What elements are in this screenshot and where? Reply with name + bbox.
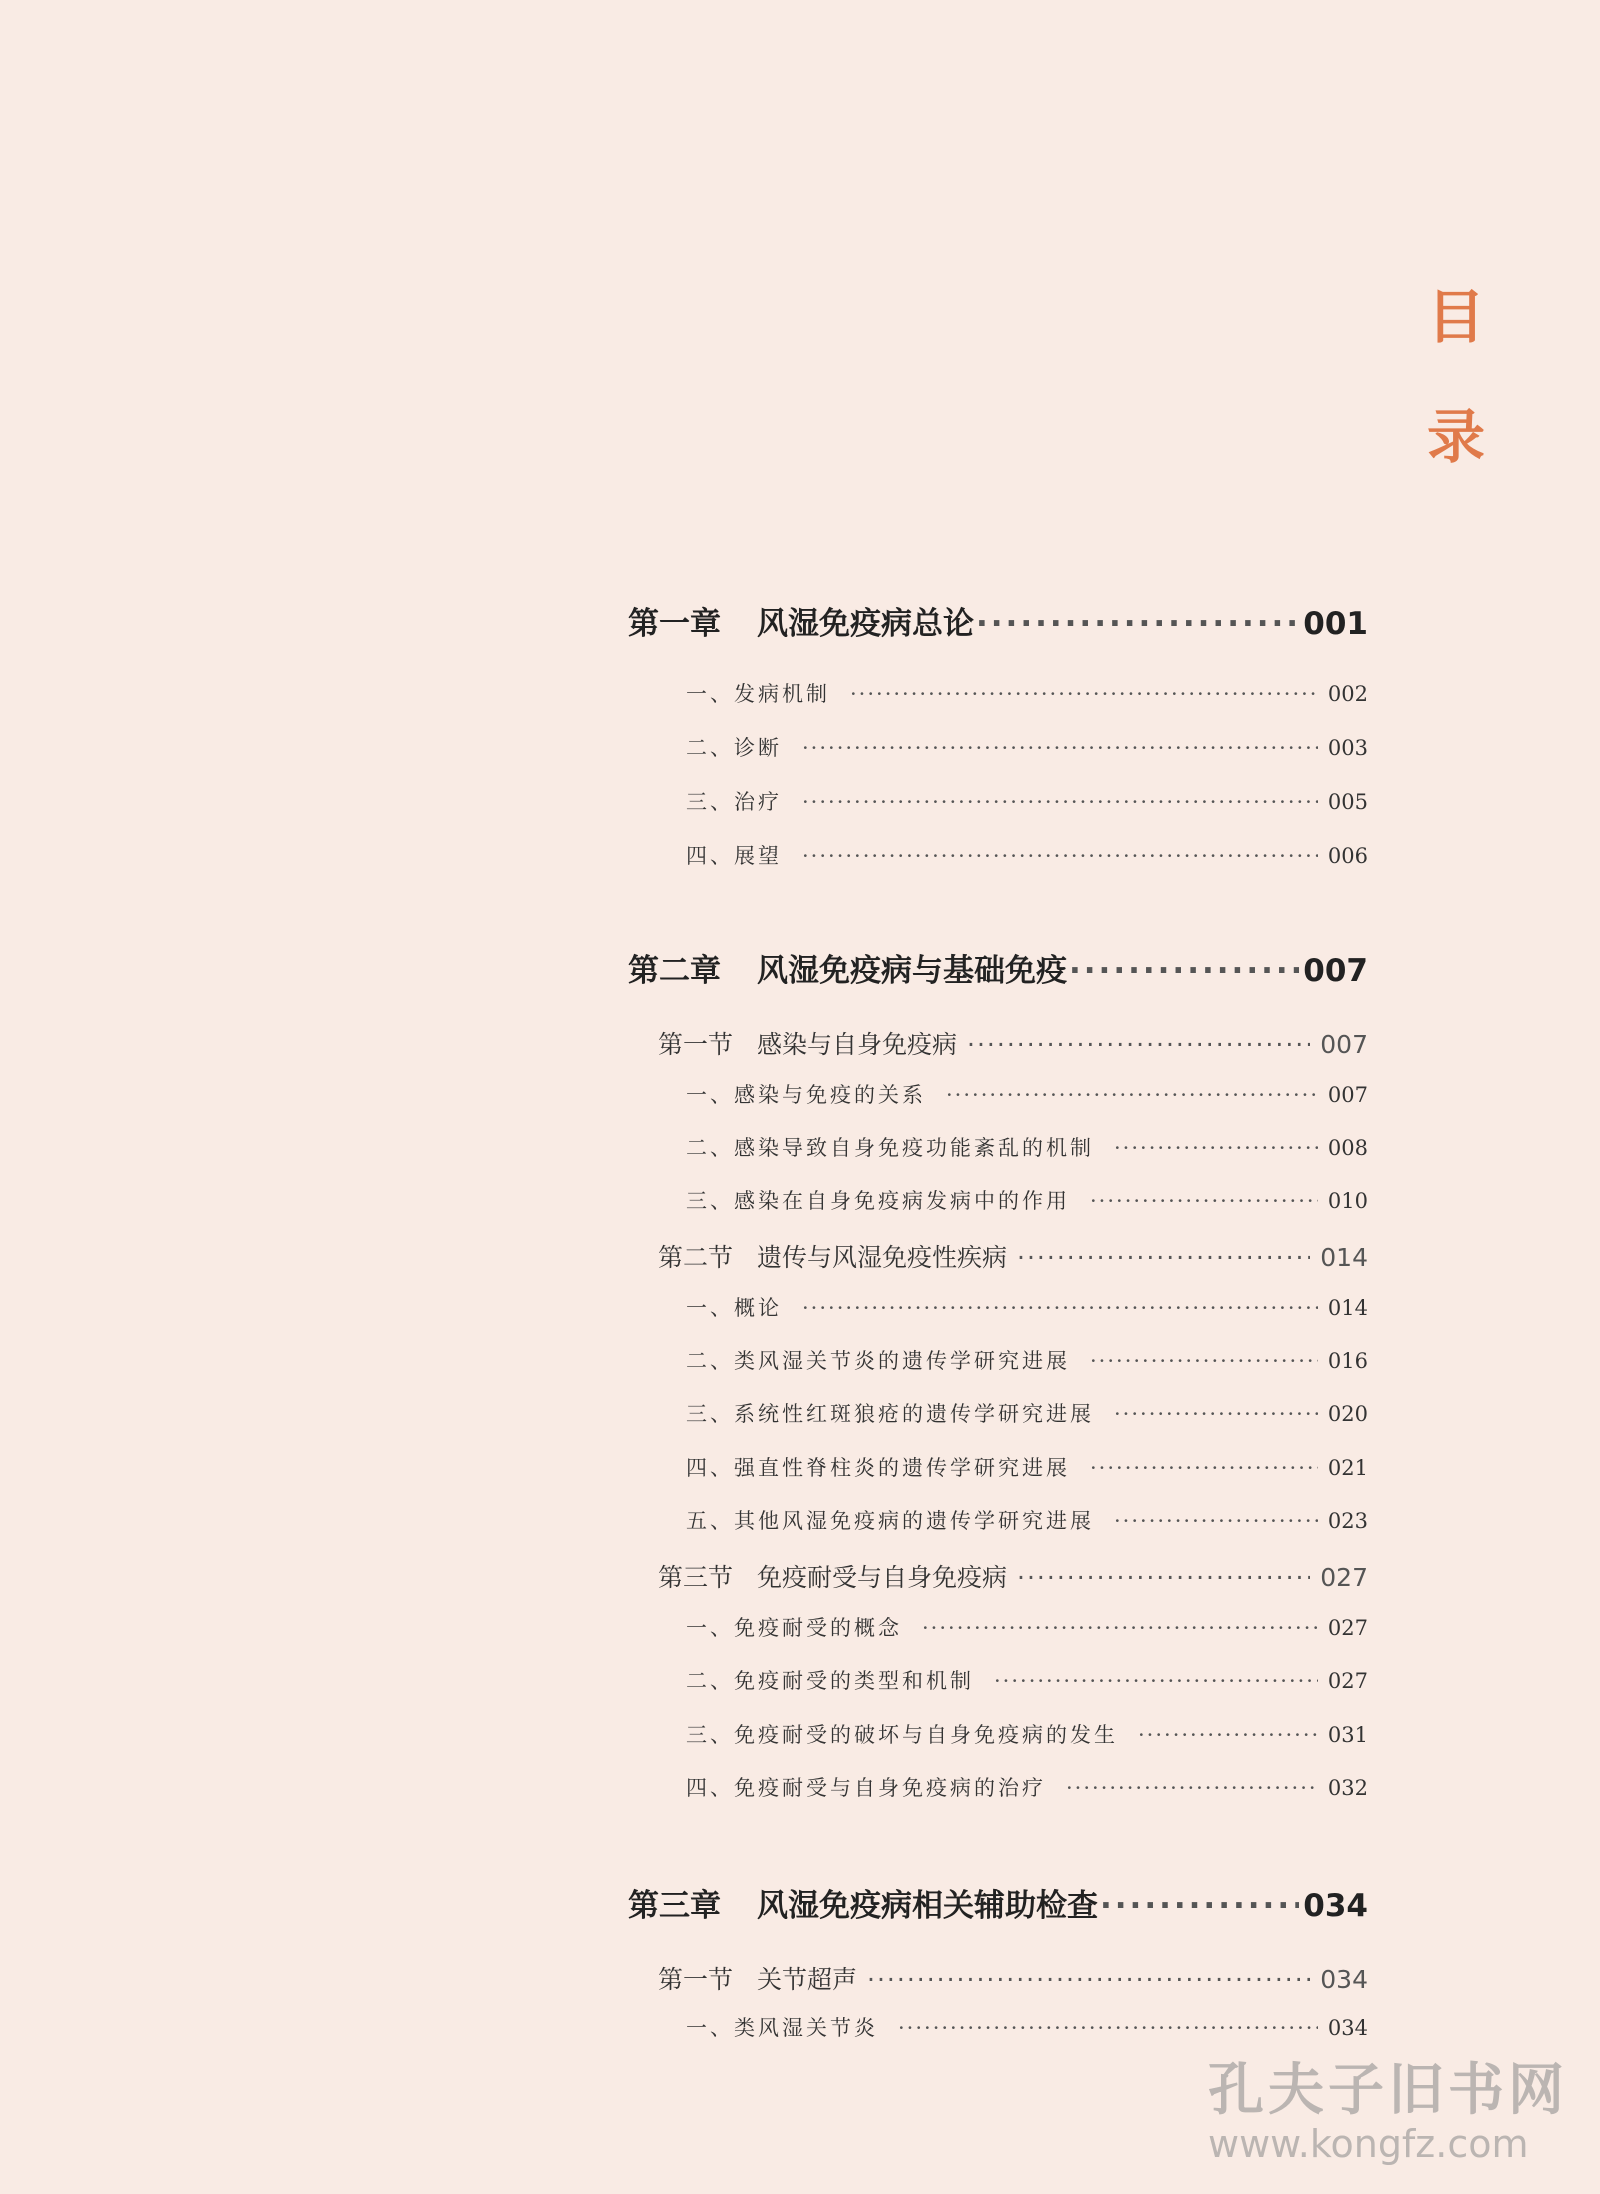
toc-chapter[interactable] bbox=[628, 598, 1368, 643]
page-number: 021 bbox=[1327, 1456, 1368, 1480]
page-number: 034 bbox=[1303, 1888, 1368, 1924]
item-title: 一、感染与免疫的关系 bbox=[686, 1083, 926, 1107]
chapter-number: 第二章 bbox=[628, 953, 721, 989]
page-number: 007 bbox=[1327, 1083, 1368, 1107]
watermark bbox=[1208, 2046, 1568, 2166]
dot-leader bbox=[994, 1669, 1318, 1693]
toc-item[interactable] bbox=[686, 840, 1368, 870]
dot-leader bbox=[1017, 1243, 1310, 1272]
dot-leader bbox=[976, 606, 1299, 642]
dot-leader bbox=[1090, 1349, 1318, 1373]
toc-item[interactable] bbox=[686, 1185, 1368, 1215]
toc-item[interactable] bbox=[686, 2012, 1368, 2042]
section-title: 感染与自身免疫病 bbox=[757, 1030, 958, 1059]
item-title: 四、强直性脊柱炎的遗传学研究进展 bbox=[686, 1456, 1070, 1480]
toc-item[interactable] bbox=[686, 1398, 1368, 1428]
page-number: 010 bbox=[1327, 1189, 1368, 1213]
dot-leader bbox=[1114, 1136, 1318, 1160]
toc-item[interactable] bbox=[686, 732, 1368, 762]
item-title: 三、系统性红斑狼疮的遗传学研究进展 bbox=[686, 1402, 1094, 1426]
page-number: 031 bbox=[1327, 1723, 1368, 1747]
dot-leader bbox=[802, 790, 1318, 814]
dot-leader bbox=[802, 736, 1318, 760]
item-title: 三、感染在自身免疫病发病中的作用 bbox=[686, 1189, 1070, 1213]
toc-item[interactable] bbox=[686, 1345, 1368, 1375]
item-title: 二、感染导致自身免疫功能紊乱的机制 bbox=[686, 1136, 1094, 1160]
item-title: 三、治疗 bbox=[686, 790, 782, 814]
toc-item[interactable] bbox=[686, 1132, 1368, 1162]
item-title: 一、发病机制 bbox=[686, 682, 830, 706]
chapter-number: 第一章 bbox=[628, 606, 721, 642]
page-number: 005 bbox=[1327, 790, 1368, 814]
page-number: 020 bbox=[1327, 1402, 1368, 1426]
dot-leader bbox=[898, 2016, 1318, 2040]
toc-chapter[interactable] bbox=[628, 1880, 1368, 1925]
dot-leader bbox=[1100, 1888, 1299, 1924]
item-title: 一、免疫耐受的概念 bbox=[686, 1616, 902, 1640]
toc-section[interactable] bbox=[658, 1238, 1368, 1274]
page-number: 014 bbox=[1327, 1296, 1368, 1320]
title-char-mu: 目 bbox=[1426, 283, 1485, 351]
toc-item[interactable] bbox=[686, 1505, 1368, 1535]
chapter-title: 风湿免疫病与基础免疫 bbox=[757, 953, 1067, 989]
dot-leader bbox=[867, 1965, 1310, 1994]
section-number: 第一节 bbox=[658, 1965, 734, 1994]
dot-leader bbox=[1114, 1402, 1318, 1426]
page-number: 014 bbox=[1320, 1243, 1368, 1272]
toc-item[interactable] bbox=[686, 678, 1368, 708]
page-number: 007 bbox=[1320, 1030, 1368, 1059]
title-char-lu: 录 bbox=[1426, 403, 1485, 471]
toc-item[interactable] bbox=[686, 1079, 1368, 1109]
section-title: 关节超声 bbox=[757, 1965, 858, 1994]
watermark-site-name: 孔夫子旧书网 bbox=[1208, 2058, 1568, 2123]
page-number: 003 bbox=[1327, 736, 1368, 760]
item-title: 二、诊断 bbox=[686, 736, 782, 760]
dot-leader bbox=[802, 844, 1318, 868]
dot-leader bbox=[850, 682, 1318, 706]
toc-item[interactable] bbox=[686, 1612, 1368, 1642]
page-number: 027 bbox=[1327, 1616, 1368, 1640]
toc-section[interactable] bbox=[658, 1558, 1368, 1594]
toc-item[interactable] bbox=[686, 786, 1368, 816]
section-number: 第三节 bbox=[658, 1563, 734, 1592]
dot-leader bbox=[1090, 1189, 1318, 1213]
dot-leader bbox=[1069, 953, 1299, 989]
chapter-number: 第三章 bbox=[628, 1888, 721, 1924]
section-title: 遗传与风湿免疫性疾病 bbox=[757, 1243, 1008, 1272]
toc-section[interactable] bbox=[658, 1960, 1368, 1996]
page-number: 034 bbox=[1320, 1965, 1368, 1994]
section-number: 第一节 bbox=[658, 1030, 734, 1059]
page-number: 027 bbox=[1320, 1563, 1368, 1592]
item-title: 一、概论 bbox=[686, 1296, 782, 1320]
page-number: 032 bbox=[1327, 1776, 1368, 1800]
page-number: 001 bbox=[1303, 606, 1368, 642]
dot-leader bbox=[967, 1030, 1310, 1059]
chapter-title: 风湿免疫病总论 bbox=[757, 606, 974, 642]
page-number: 027 bbox=[1327, 1669, 1368, 1693]
item-title: 一、类风湿关节炎 bbox=[686, 2016, 878, 2040]
page-number: 006 bbox=[1327, 844, 1368, 868]
page-number: 007 bbox=[1303, 953, 1368, 989]
dot-leader bbox=[1017, 1563, 1310, 1592]
item-title: 二、免疫耐受的类型和机制 bbox=[686, 1669, 974, 1693]
dot-leader bbox=[946, 1083, 1318, 1107]
item-title: 五、其他风湿免疫病的遗传学研究进展 bbox=[686, 1509, 1094, 1533]
page-number: 023 bbox=[1327, 1509, 1368, 1533]
section-title: 免疫耐受与自身免疫病 bbox=[757, 1563, 1008, 1592]
dot-leader bbox=[1114, 1509, 1318, 1533]
toc-item[interactable] bbox=[686, 1772, 1368, 1802]
toc-item[interactable] bbox=[686, 1292, 1368, 1322]
page-number: 016 bbox=[1327, 1349, 1368, 1373]
section-number: 第二节 bbox=[658, 1243, 734, 1272]
chapter-title: 风湿免疫病相关辅助检查 bbox=[757, 1888, 1098, 1924]
toc-item[interactable] bbox=[686, 1719, 1368, 1749]
watermark-url: www.kongfz.com bbox=[1208, 2122, 1529, 2166]
item-title: 三、免疫耐受的破坏与自身免疫病的发生 bbox=[686, 1723, 1118, 1747]
dot-leader bbox=[1138, 1723, 1318, 1747]
toc-section[interactable] bbox=[658, 1025, 1368, 1061]
dot-leader bbox=[802, 1296, 1318, 1320]
page-number: 034 bbox=[1327, 2016, 1368, 2040]
toc-item[interactable] bbox=[686, 1452, 1368, 1482]
toc-item[interactable] bbox=[686, 1665, 1368, 1695]
dot-leader bbox=[922, 1616, 1318, 1640]
dot-leader bbox=[1066, 1776, 1318, 1800]
item-title: 二、类风湿关节炎的遗传学研究进展 bbox=[686, 1349, 1070, 1373]
item-title: 四、免疫耐受与自身免疫病的治疗 bbox=[686, 1776, 1046, 1800]
page-number: 002 bbox=[1327, 682, 1368, 706]
toc-chapter[interactable] bbox=[628, 945, 1368, 990]
page-number: 008 bbox=[1327, 1136, 1368, 1160]
item-title: 四、展望 bbox=[686, 844, 782, 868]
dot-leader bbox=[1090, 1456, 1318, 1480]
